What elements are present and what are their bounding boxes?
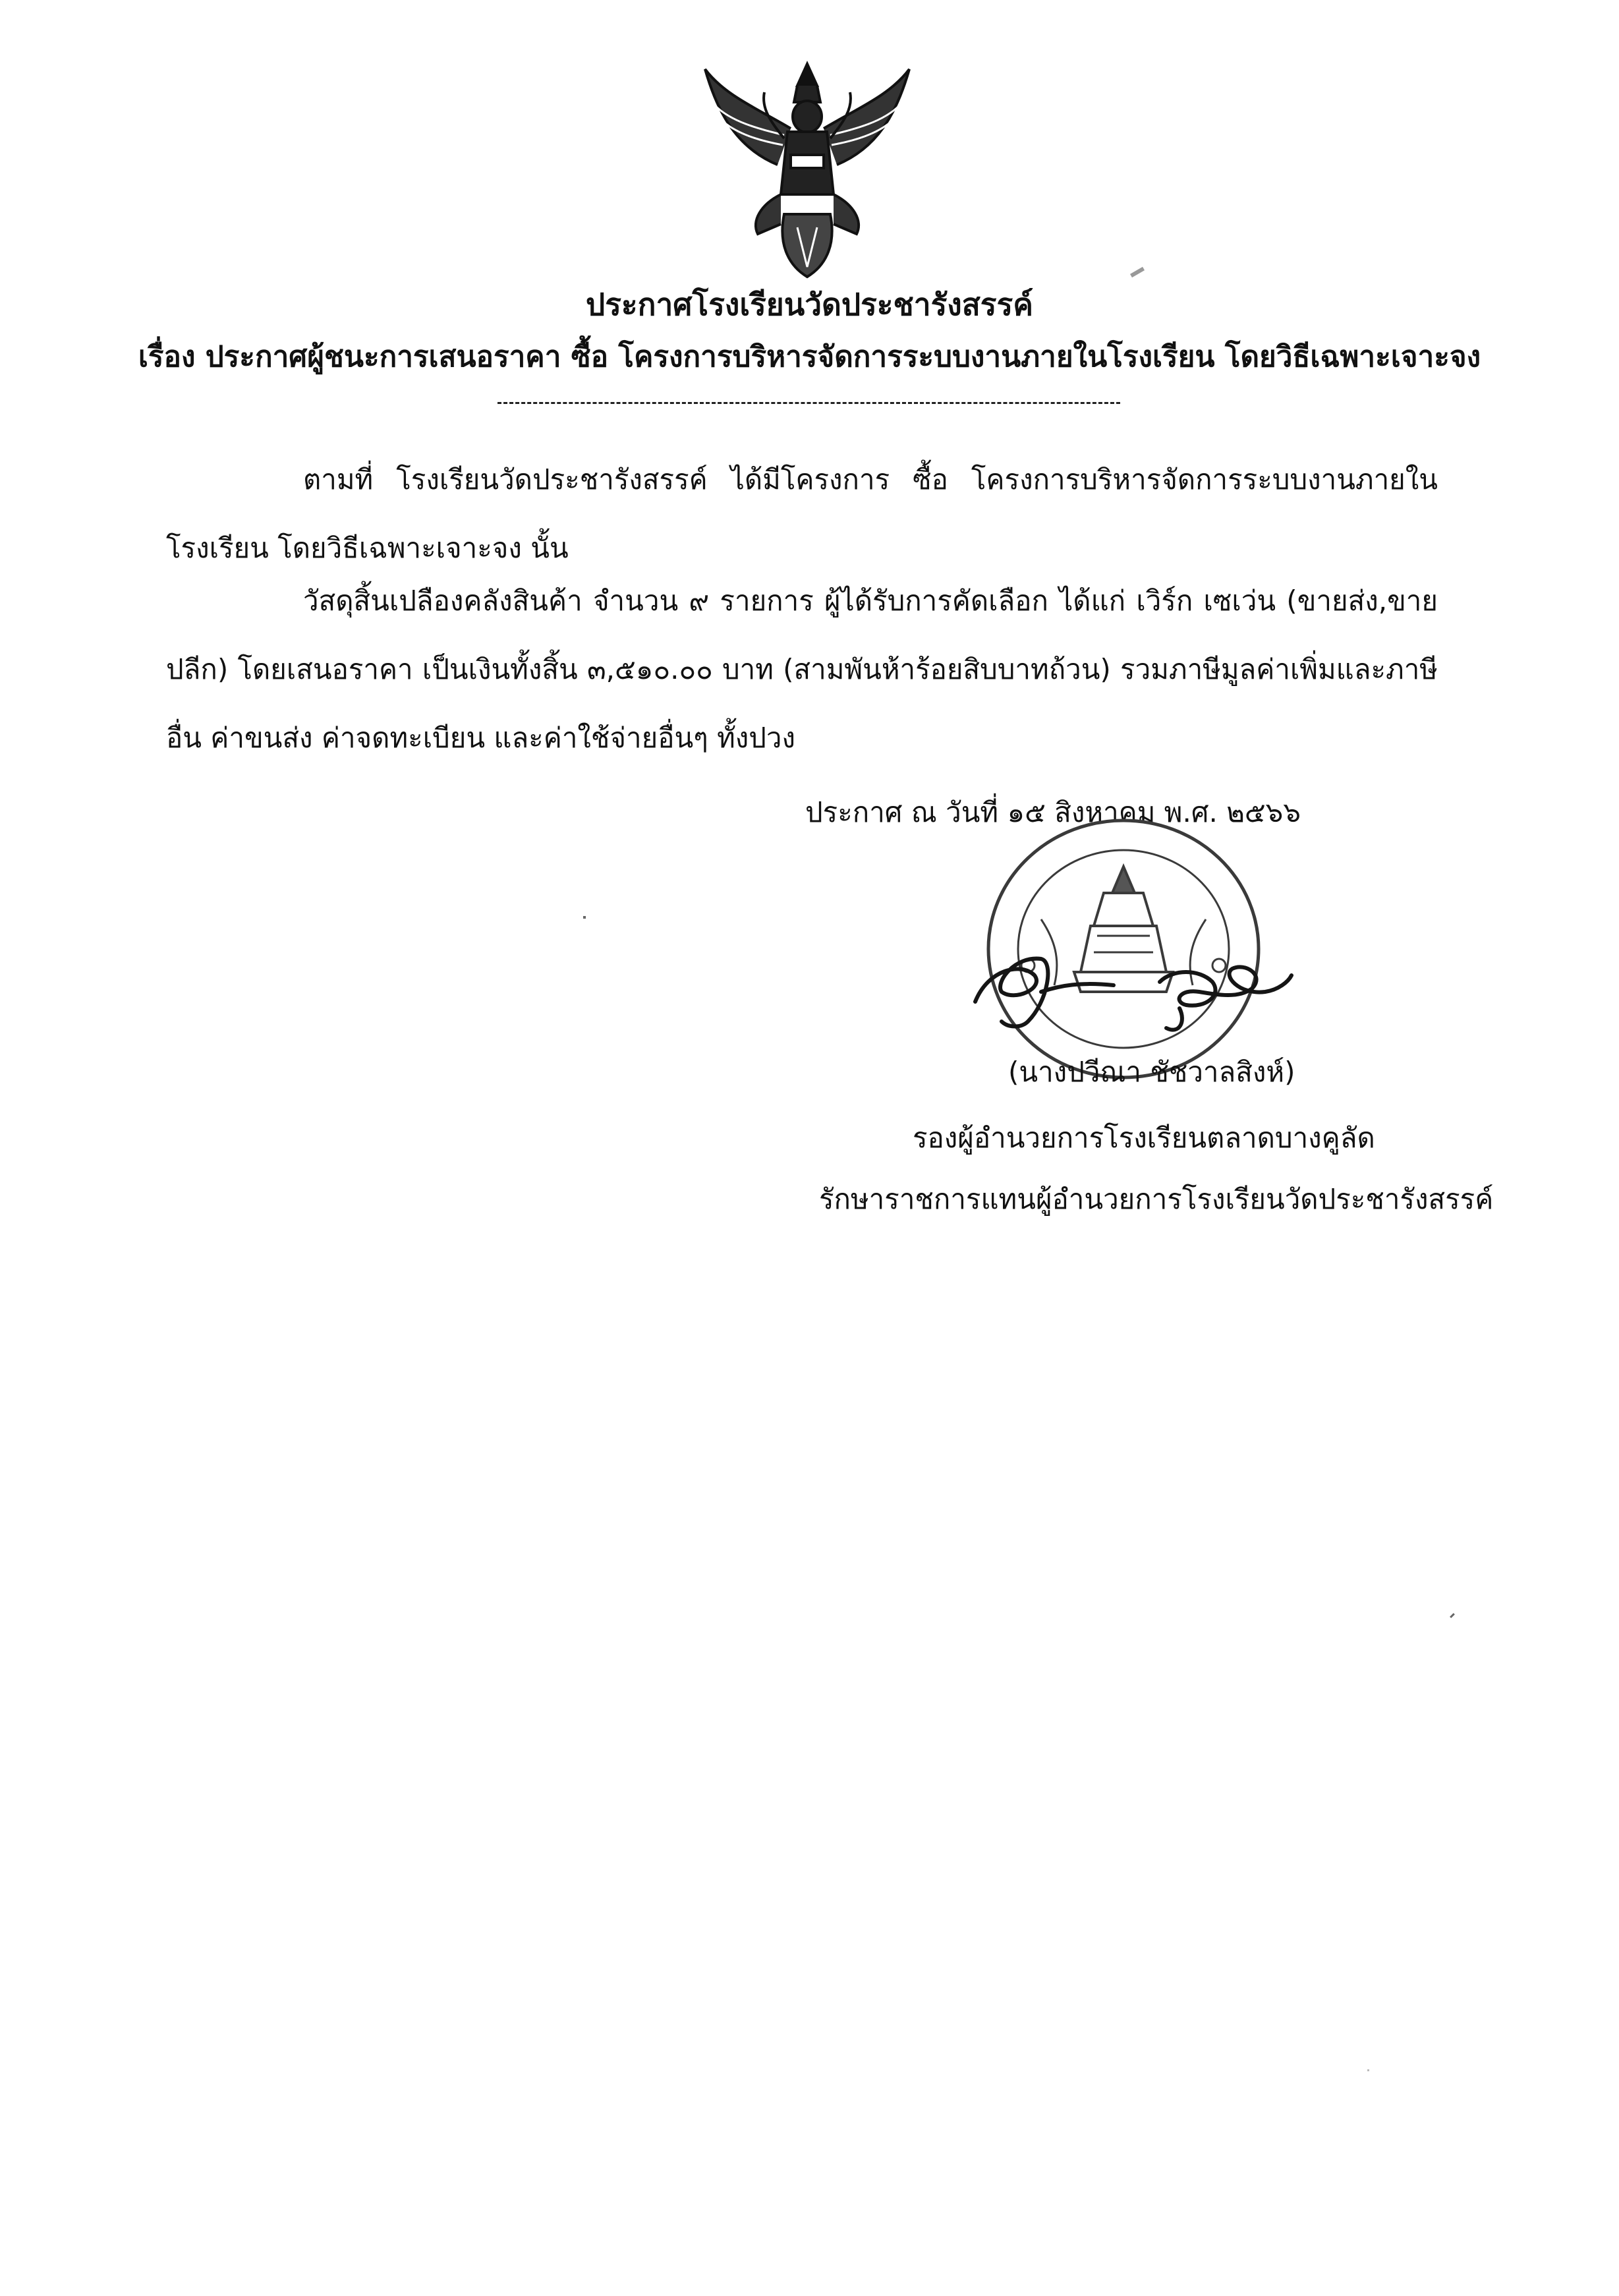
scan-speck <box>1367 2069 1369 2071</box>
document-subject: เรื่อง ประกาศผู้ชนะการเสนอราคา ซื้อ โครงการบริหารจัดการระบบงานภายในโรงเรียน โดยวิธีเฉพาะเจาะจง <box>138 340 1481 374</box>
document-title: ประกาศโรงเรียนวัดประชารังสรรค์ <box>586 287 1033 322</box>
body-paragraph-1: ตามที่ โรงเรียนวัดประชารังสรรค์ ได้มีโครงการ ซื้อ โครงการบริหารจัดการระบบงานภายในโรงเรียน โดยวิธีเฉพาะเจาะจง นั้น <box>166 463 1438 564</box>
announcement-date: ประกาศ ณ วันที่ ๑๕ สิงหาคม พ.ศ. ๒๕๖๖ <box>805 796 1301 828</box>
garuda-emblem-icon <box>698 56 916 280</box>
body-paragraph-2: วัสดุสิ้นเปลืองคลังสินค้า จำนวน ๙ รายการ ผู้ได้รับการคัดเลือก ได้แก่ เวิร์ก เซเว่น (ขายส่ง,ขายปลีก) โดยเสนอราคา เป็นเงินทั้งสิ้น ๓,๕๑๐.๐๐ บาท (สามพันห้าร้อยสิบบาทถ้วน) รวมภาษีมูลค่าเพิ่มและภาษีอื่น ค่าขนส่ง ค่าจดทะเบียน และค่าใช้จ่ายอื่นๆ ทั้งปวง <box>166 585 1438 754</box>
handwritten-signature-icon <box>962 929 1305 1041</box>
signer-position: รองผู้อำนวยการโรงเรียนตลาดบางคูลัด <box>913 1122 1375 1154</box>
scan-speck <box>1450 1613 1455 1619</box>
signer-name: (นางปวีณา ชัชวาลสิงห์) <box>1008 1056 1295 1088</box>
scan-speck <box>583 916 586 919</box>
scan-speck <box>1130 267 1145 277</box>
divider-line <box>497 402 1120 404</box>
signer-acting-position: รักษาราชการแทนผู้อำนวยการโรงเรียนวัดประชารังสรรค์ <box>819 1183 1494 1215</box>
